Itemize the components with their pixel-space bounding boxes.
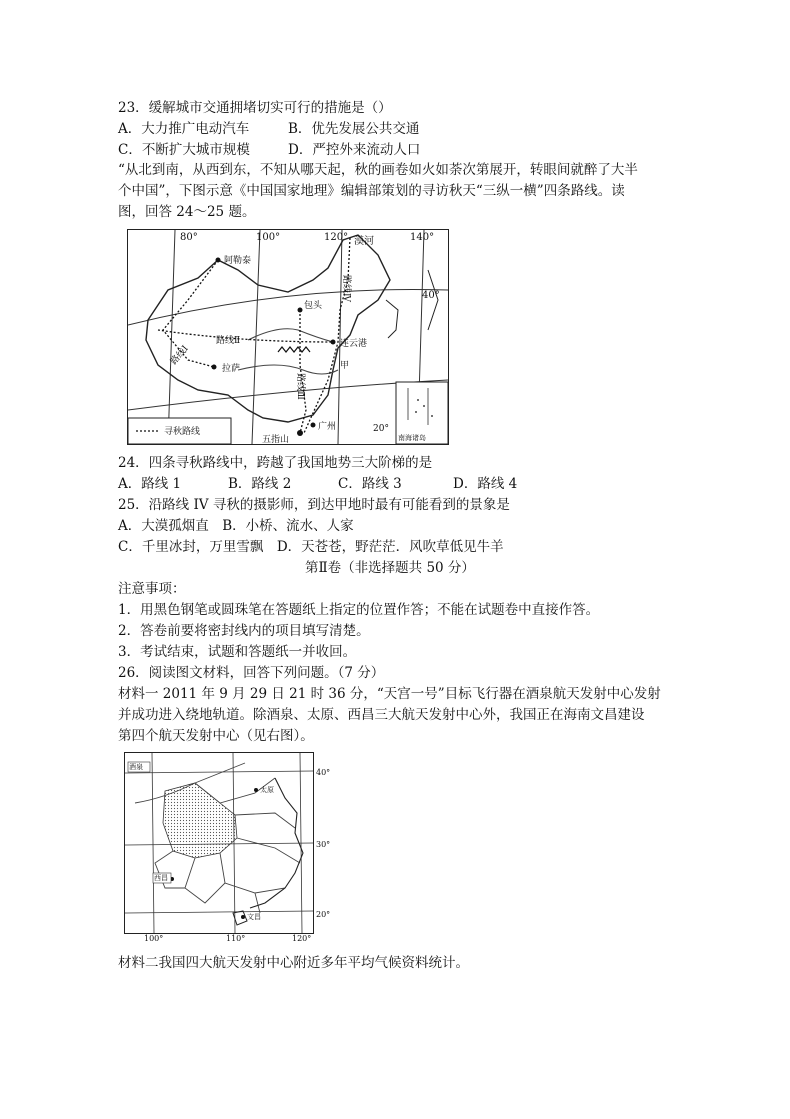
map1-baotou: 包头 [304, 301, 323, 311]
map1-guangzhou: 广州 [318, 422, 337, 432]
map2-lon-110: 110° [226, 934, 246, 943]
map1-route1-label: 路线Ⅰ [169, 343, 191, 367]
q24-option-c: C．路线 3 [338, 476, 402, 492]
map1-mohe: 漠河 [354, 236, 374, 247]
q26-material2: 材料二我国四大航天发射中心附近多年平均气候资料统计。 [118, 955, 469, 971]
map1-jia: 甲 [340, 361, 350, 371]
map1-lianyungang: 连云港 [340, 339, 368, 349]
map1-route4-label: 路线Ⅳ [341, 275, 351, 302]
q26-stem: 26．阅读图文材料，回答下列问题。（7 分） [118, 665, 385, 681]
q26-material1-line1: 材料一 2011 年 9 月 29 日 21 时 36 分，“天宫一号”目标飞行器在酒泉航天发射中心发射 [118, 686, 661, 702]
map1-lon-120: 120° [324, 232, 349, 243]
map1-wuzhishan: 五指山 [262, 435, 290, 445]
map2-taiyuan: 太原 [260, 786, 274, 794]
autumn-routes-map [127, 229, 449, 445]
q24-stem: 24．四条寻秋路线中，跨越了我国地势三大阶梯的是 [118, 455, 433, 471]
q25-options-ab: A．大漠孤烟直 B．小桥、流水、人家 [118, 518, 354, 534]
q24-option-b: B．路线 2 [228, 476, 292, 492]
q25-options-cd: C．千里冰封，万里雪飘 D．天苍苍，野茫茫．风吹草低见牛羊 [118, 539, 504, 555]
q23-option-a: A．大力推广电动汽车 [118, 121, 250, 137]
map1-drawing [128, 230, 448, 444]
map1-route2-label: 路线Ⅱ [216, 336, 241, 346]
map2-jiuquan: 酒泉 [129, 763, 143, 771]
q23-option-c: C．不断扩大城市规模 [118, 142, 250, 158]
part2-heading: 第Ⅱ卷（非选择题共 50 分） [305, 560, 475, 576]
launch-centers-map [124, 752, 314, 934]
q23-option-d: D．严控外来流动人口 [288, 142, 421, 158]
map2-drawing [125, 753, 313, 933]
map1-legend-label: 寻秋路线 [164, 427, 201, 437]
intro-line-2: 个中国”，下图示意《中国国家地理》编辑部策划的寻访秋天“三纵一横”四条路线。读 [118, 183, 625, 199]
map2-xichang: 西昌 [154, 874, 168, 882]
note-3: 3．考试结束，试题和答题纸一并收回。 [118, 644, 357, 660]
q24-option-a: A．路线 1 [118, 476, 182, 492]
map1-aletai: 阿勒泰 [224, 256, 252, 266]
note-1: 1．用黑色钢笔或圆珠笔在答题纸上指定的位置作答；不能在试题卷中直接作答。 [118, 602, 600, 618]
map1-lon-80: 80° [180, 232, 198, 243]
map2-wenchang: 文昌 [247, 913, 261, 921]
map1-lat-40: 40° [422, 290, 440, 301]
note-2: 2．答卷前要将密封线内的项目填写清楚。 [118, 623, 370, 639]
map1-lat-20: 20° [373, 424, 389, 434]
map2-lat-30: 30° [316, 840, 331, 849]
q23-stem: 23．缓解城市交通拥堵切实可行的措施是（） [118, 100, 392, 116]
map2-lon-120: 120° [292, 934, 312, 943]
q26-material1-line3: 第四个航天发射中心（见右图）。 [118, 728, 314, 744]
map1-lon-140: 140° [410, 232, 435, 243]
map2-lon-100: 100° [144, 934, 164, 943]
map2-lat-20: 20° [316, 910, 331, 919]
q24-option-d: D．路线 4 [453, 476, 518, 492]
intro-line-3: 图，回答 24～25 题。 [118, 204, 256, 220]
q26-material1-line2: 并成功进入绕地轨道。除酒泉、太原、西昌三大航天发射中心外，我国正在海南文昌建设 [118, 707, 645, 723]
intro-line-1: “从北到南，从西到东，不知从哪天起，秋的画卷如火如荼次第展开，转眼间就醉了大半 [118, 162, 638, 178]
map1-lasa: 拉萨 [222, 364, 241, 374]
notes-title: 注意事项： [118, 581, 186, 597]
q25-stem: 25．沿路线 IV 寻秋的摄影师，到达甲地时最有可能看到的景象是 [118, 497, 510, 513]
q23-option-b: B．优先发展公共交通 [288, 121, 420, 137]
map1-inset-label: 南海诸岛 [398, 434, 426, 442]
map1-route3-label: 路线Ⅲ [294, 373, 305, 400]
map1-lon-100: 100° [256, 232, 281, 243]
map2-lat-40: 40° [316, 768, 331, 777]
